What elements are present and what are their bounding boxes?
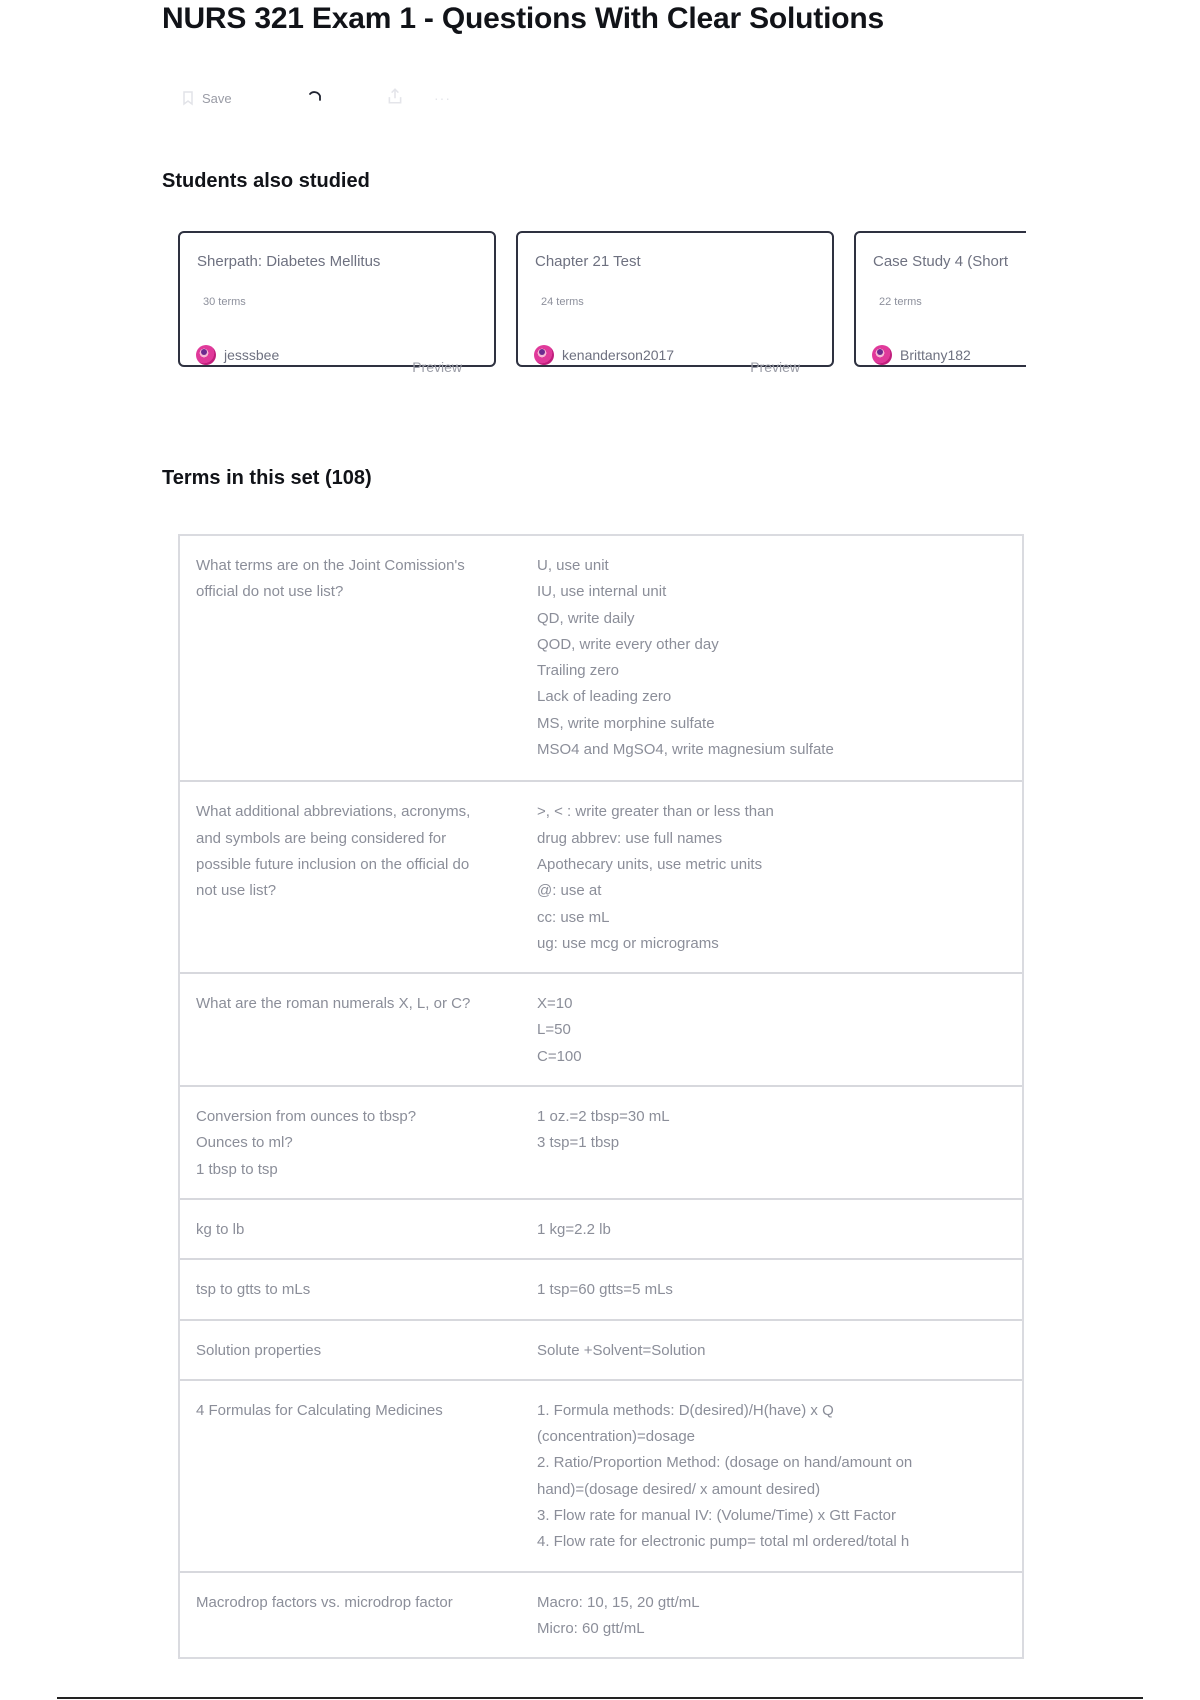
more-icon[interactable]: ··· — [434, 90, 451, 106]
term-answer — [520, 536, 1022, 780]
question-line: What additional abbreviations, acronyms, — [196, 803, 471, 821]
share-icon[interactable] — [386, 87, 404, 105]
term-row — [180, 1198, 1022, 1258]
card-username: kenanderson2017 — [562, 347, 675, 363]
answer-line: 4. Flow rate for electronic pump= total ml ordered/total h — [537, 1533, 910, 1551]
answer-line: Apothecary units, use metric units — [537, 855, 763, 873]
card-user[interactable] — [872, 345, 971, 365]
avatar — [534, 345, 554, 365]
term-row — [180, 1085, 1022, 1198]
study-set-card[interactable] — [178, 231, 496, 375]
term-row — [180, 1379, 1022, 1571]
answer-line: C=100 — [537, 1047, 582, 1065]
question-line: and symbols are being considered for — [196, 829, 447, 847]
card-username: Brittany182 — [900, 347, 971, 363]
answer-line: L=50 — [537, 1021, 571, 1039]
term-answer — [520, 1087, 1022, 1198]
term-question — [180, 536, 520, 780]
term-answer — [520, 1200, 1022, 1258]
answer-line: drug abbrev: use full names — [537, 829, 723, 847]
answer-line: IU, use internal unit — [537, 583, 667, 601]
term-row — [180, 1571, 1022, 1658]
question-line: 4 Formulas for Calculating Medicines — [196, 1401, 443, 1419]
term-question — [180, 1321, 520, 1379]
card-user[interactable] — [196, 345, 279, 365]
answer-line: Macro: 10, 15, 20 gtt/mL — [537, 1593, 700, 1611]
bookmark-icon — [180, 90, 196, 106]
answer-line: Micro: 60 gtt/mL — [537, 1619, 645, 1637]
avatar — [872, 345, 892, 365]
study-set-card[interactable] — [516, 231, 834, 375]
terms-table — [178, 534, 1024, 1659]
term-answer — [520, 1321, 1022, 1379]
question-line: What are the roman numerals X, L, or C? — [196, 995, 471, 1013]
card-term-count: 24 terms — [541, 296, 584, 308]
term-question — [180, 1260, 520, 1318]
answer-line: >, < : write greater than or less than — [537, 803, 774, 821]
answer-line: Lack of leading zero — [537, 688, 672, 706]
term-answer — [520, 1573, 1022, 1658]
term-question — [180, 974, 520, 1085]
question-line: tsp to gtts to mLs — [196, 1281, 311, 1299]
card-username: jesssbee — [224, 347, 280, 363]
card-title: Sherpath: Diabetes Mellitus — [197, 253, 381, 270]
save-button[interactable] — [180, 90, 232, 106]
term-question — [180, 1381, 520, 1571]
question-line: official do not use list? — [196, 583, 344, 601]
question-line: Solution properties — [196, 1341, 322, 1359]
term-row — [180, 536, 1022, 780]
avatar — [196, 345, 216, 365]
answer-line: 1 tsp=60 gtts=5 mLs — [537, 1281, 673, 1299]
answer-line: X=10 — [537, 995, 573, 1013]
answer-line: hand)=(dosage desired/ x amount desired) — [537, 1480, 821, 1498]
answer-line: QOD, write every other day — [537, 635, 719, 653]
term-answer — [520, 974, 1022, 1085]
term-answer — [520, 782, 1022, 972]
answer-line: MSO4 and MgSO4, write magnesium sulfate — [537, 741, 834, 759]
answer-line: Trailing zero — [537, 662, 619, 680]
card-title: Case Study 4 (Short — [873, 253, 1009, 270]
save-label: Save — [202, 90, 232, 106]
card-term-count: 30 terms — [203, 296, 246, 308]
page-title: NURS 321 Exam 1 - Questions With Clear Solutions — [162, 2, 884, 35]
answer-line: (concentration)=dosage — [537, 1428, 696, 1446]
toolbar — [180, 84, 451, 112]
term-row — [180, 972, 1022, 1085]
loading-spinner-icon — [307, 89, 323, 105]
term-row — [180, 1258, 1022, 1318]
divider — [57, 1697, 1143, 1699]
answer-line: 2. Ratio/Proportion Method: (dosage on hand/amount on — [537, 1454, 913, 1472]
question-line: Conversion from ounces to tbsp? — [196, 1108, 417, 1126]
answer-line: MS, write morphine sulfate — [537, 714, 715, 732]
terms-heading: Terms in this set (108) — [162, 467, 372, 489]
card-title: Chapter 21 Test — [535, 253, 641, 270]
answer-line: 1 oz.=2 tbsp=30 mL — [537, 1108, 670, 1126]
card-term-count: 22 terms — [879, 296, 922, 308]
term-question — [180, 782, 520, 972]
question-line: What terms are on the Joint Comission's — [196, 557, 465, 574]
card-preview-button[interactable]: Preview — [750, 359, 800, 375]
answer-line: cc: use mL — [537, 908, 610, 926]
study-set-carousel — [178, 230, 1026, 402]
term-row — [180, 780, 1022, 972]
question-line: 1 tbsp to tsp — [196, 1160, 278, 1178]
answer-line: U, use unit — [537, 557, 609, 574]
term-row — [180, 1319, 1022, 1379]
term-answer — [520, 1260, 1022, 1318]
answer-line: 1. Formula methods: D(desired)/H(have) x Q — [537, 1401, 834, 1419]
question-line: Macrodrop factors vs. microdrop factor — [196, 1593, 453, 1611]
term-question — [180, 1087, 520, 1198]
answer-line: Solute +Solvent=Solution — [537, 1341, 706, 1359]
card-user[interactable] — [534, 345, 674, 365]
answer-line: QD, write daily — [537, 609, 635, 627]
term-question — [180, 1200, 520, 1258]
answer-line: 1 kg=2.2 lb — [537, 1220, 611, 1238]
question-line: Ounces to ml? — [196, 1134, 293, 1152]
card-preview-button[interactable]: Preview — [412, 359, 462, 375]
answer-line: 3. Flow rate for manual IV: (Volume/Time) x Gtt Factor — [537, 1507, 896, 1525]
students-also-studied-heading: Students also studied — [162, 170, 370, 192]
study-set-card[interactable] — [854, 231, 1026, 367]
answer-line: 3 tsp=1 tbsp — [537, 1134, 620, 1152]
question-line: possible future inclusion on the official do — [196, 855, 470, 873]
term-question — [180, 1573, 520, 1658]
answer-line: ug: use mcg or micrograms — [537, 934, 719, 952]
answer-line: @: use at — [537, 882, 602, 900]
term-answer — [520, 1381, 1022, 1571]
question-line: kg to lb — [196, 1220, 245, 1238]
question-line: not use list? — [196, 882, 277, 900]
